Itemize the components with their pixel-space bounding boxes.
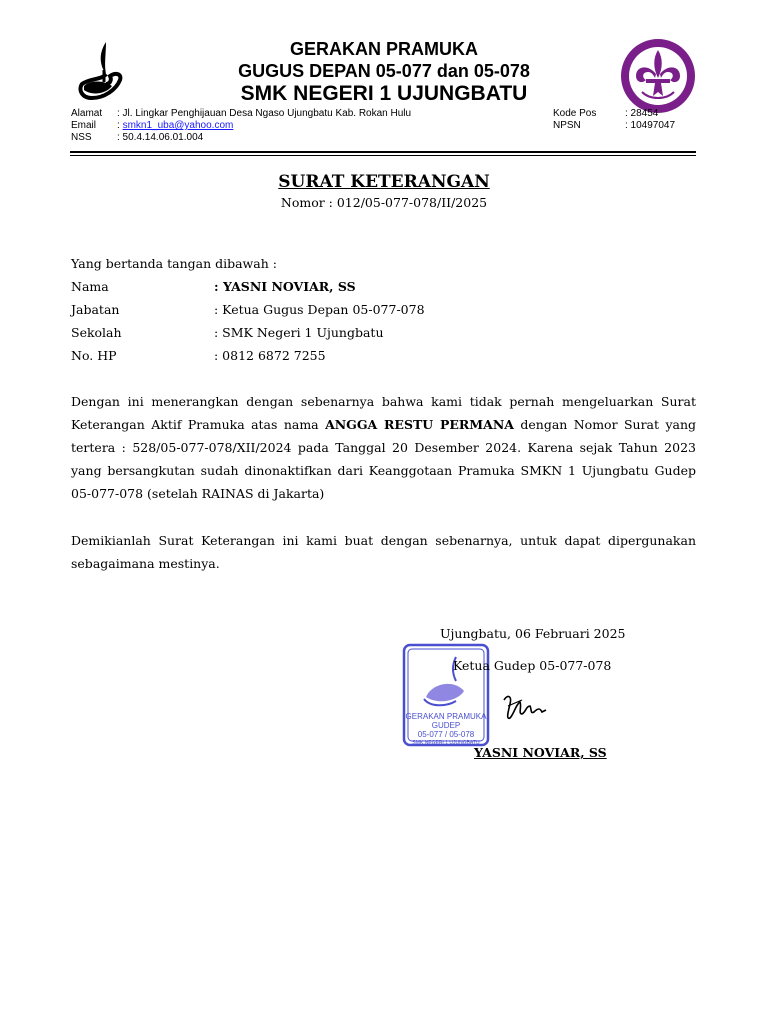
statement-paragraph xyxy=(71,390,696,505)
statement-text-b: dengan Nomor Surat yang tertera : 528/05-077-078/XII/2024 pada Tanggal 20 Desember 2024. Karena sejak Tahun 2023 yang bersangkutan sudah dinonaktifkan dari Keanggotaan Pramuka SMKN 1 Ujungbatu Gudep 05-077-078 (setelah RAINAS di Jakarta) xyxy=(71,417,697,501)
letter-number: Nomor : 012/05-077-078/II/2025 xyxy=(280,195,488,210)
tunas-kelapa-icon xyxy=(76,40,128,102)
postcode-value: : 28454 xyxy=(625,108,659,119)
closing-paragraph: Demikianlah Surat Keterangan ini kami buat dengan sebenarnya, untuk dapat dipergunakan sebagaimana mestinya. xyxy=(71,533,696,571)
email-value-wrap xyxy=(117,120,233,132)
intro-text: Yang bertanda tangan dibawah : xyxy=(71,256,277,271)
school-name: SMK NEGERI 1 UJUNGBATU xyxy=(240,82,528,105)
statement-text-a: Dengan ini menerangkan dengan sebenarnya bahwa kami tidak pernah mengeluarkan Surat Keterangan Aktif Pramuka atas nama xyxy=(71,394,696,432)
address-value: : Jl. Lingkar Penghijauan Desa Ngaso Ujungbatu Kab. Rokan Hulu xyxy=(117,108,412,119)
email-colon: : xyxy=(117,120,123,131)
field-value-phone: : 0812 6872 7255 xyxy=(214,348,326,363)
npsn-label: NPSN xyxy=(553,120,581,131)
stamp-text-line: 05-077 / 05-078 xyxy=(417,730,475,739)
postcode-label: Kode Pos xyxy=(553,108,597,119)
header-divider-thin xyxy=(70,155,696,156)
field-value-name: : YASNI NOVIAR, SS xyxy=(214,279,356,294)
email-label: Email xyxy=(71,120,97,131)
field-label: Jabatan xyxy=(71,302,120,317)
letter-title: SURAT KETERANGAN xyxy=(278,172,490,192)
signer-name: YASNI NOVIAR, SS xyxy=(474,745,607,760)
field-label: Nama xyxy=(71,279,109,294)
field-label: Sekolah xyxy=(71,325,122,340)
signer-position: Ketua Gudep 05-077-078 xyxy=(453,658,612,673)
stamp-text-line: GERAKAN PRAMUKA xyxy=(405,712,487,721)
field-value-position: : Ketua Gugus Depan 05-077-078 xyxy=(214,302,425,317)
gudep-name: GUGUS DEPAN 05-077 dan 05-078 xyxy=(238,61,530,81)
header-divider-thick xyxy=(70,151,696,153)
stamp-text-line: SMK NEGERI 1 UJUNGBATU xyxy=(412,740,480,746)
subject-name: ANGGA RESTU PERMANA xyxy=(325,417,514,432)
stamp-text-line: GUDEP xyxy=(431,721,461,730)
nss-value: : 50.4.14.06.01.004 xyxy=(117,132,204,143)
email-link[interactable]: smkn1_uba@yahoo.com xyxy=(122,120,234,131)
npsn-value: : 10497047 xyxy=(625,120,676,131)
field-label: No. HP xyxy=(71,348,117,363)
org-name: GERAKAN PRAMUKA xyxy=(290,39,478,59)
handwritten-signature-icon xyxy=(500,690,548,724)
scout-fleur-de-lis-icon xyxy=(620,38,696,114)
field-value-school: : SMK Negeri 1 Ujungbatu xyxy=(214,325,384,340)
address-label: Alamat xyxy=(71,108,103,119)
nss-label: NSS xyxy=(71,132,92,143)
place-date: Ujungbatu, 06 Februari 2025 xyxy=(440,626,626,641)
